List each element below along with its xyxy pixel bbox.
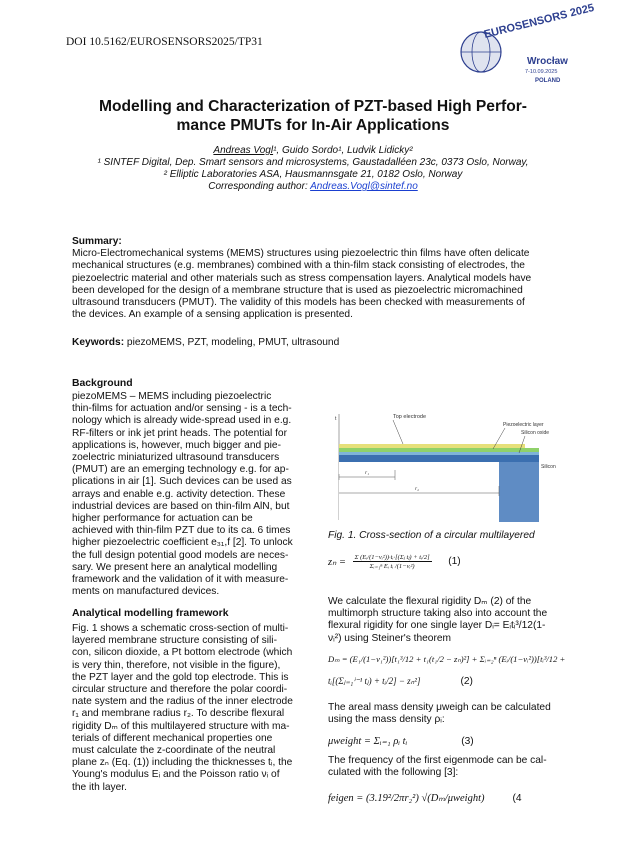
framework-body <box>72 623 322 794</box>
body-line: sary. We present here an analytical modelling <box>72 561 278 573</box>
title-line-1: Modelling and Characterization of PZT-based High Perfor- <box>99 98 527 115</box>
equation-3-number: (3) <box>461 736 474 747</box>
body-line: plane zₙ (Eq. (1)) including the thicknesses tᵢ, the <box>72 757 293 769</box>
summary-line: been developed for the design of a membrane structure that is used as piezoelectric micromachined <box>72 284 523 296</box>
silicon-oxide-layer <box>339 452 539 455</box>
axis-t-label: t <box>335 416 337 422</box>
equation-3: μweight = Σᵢ₌₁ ρᵢ tᵢ (3) <box>328 736 474 747</box>
pzt-layer <box>339 448 539 452</box>
summary-line: Micro-Electromechanical systems (MEMS) structures using piezoelectric thin films have often delicate <box>72 248 530 259</box>
equation-4: feigen = (3.19²/2πr₂²) √(Dₘ/μweight) (4 <box>328 793 522 804</box>
affiliation-2: ² Elliptic Laboratories ASA, Hausmannsgate 21, 0182 Oslo, Norway <box>163 169 463 180</box>
eigenfrequency-paragraph <box>328 755 568 779</box>
equation-2-line-2: tᵢ[(Σⱼ₌₁ⁱ⁻¹ tⱼ) + tᵢ/2] − zₙ²] (2) <box>328 676 473 687</box>
equation-1: zₙ = $\frac{\text{Σ (Eᵢ/(1−νᵢ²))·tᵢ·[(Σⱼ tⱼ) + tᵢ/2]}}{\text{Σᵢ₌₁ⁿ Eᵢ tᵢ /(1−νᵢ²)}}$ (1) <box>328 554 461 570</box>
summary-body <box>72 248 556 322</box>
body-line: r₁ and membrane radius r₂. To describe flexural <box>72 708 285 720</box>
body-line: arrays and enable e.g. activity detection. These <box>72 488 286 500</box>
label-silicon-oxide: Silicon oxide <box>521 430 550 436</box>
paper-title <box>60 97 566 135</box>
body-line: framework and the validation of it with measure- <box>72 574 289 586</box>
summary-heading: Summary: <box>72 236 122 247</box>
body-line: The frequency of the first eigenmode can be cal- <box>328 755 547 766</box>
label-piezo-layer: Piezoelectric layer <box>503 422 544 428</box>
author-rest: ¹, Guido Sordo¹, Ludvik Lidicky² <box>273 145 413 156</box>
body-line: con, silicon dioxide, a Pt bottom electrode (which <box>72 647 293 659</box>
mass-density-paragraph <box>328 702 568 726</box>
svg-text:POLAND: POLAND <box>535 78 561 84</box>
body-line: circular structure and therefore the polar coordi- <box>72 684 288 696</box>
body-line: The areal mass density μweigh can be calculated <box>328 702 551 713</box>
gold-top-electrode-layer <box>339 444 525 448</box>
label-r2: r₂ <box>415 486 420 492</box>
summary-line: ultrasound transducers (PMUT). The validity of this models has been checked with measurements of <box>72 297 525 309</box>
equation-2-number: (2) <box>460 676 473 687</box>
body-line: flexural rigidity for one single layer Dᵢ= Eᵢtᵢ³/12(1- <box>328 620 546 632</box>
summary-line: the devices. An example of a sensing application is presented. <box>72 309 353 321</box>
body-line: RF-filters or ink jet print heads. The potential for <box>72 427 287 439</box>
body-line: the full design potential good models are neces- <box>72 549 289 561</box>
keywords-label: Keywords: <box>72 337 125 348</box>
body-line: terials of different mechanical properties one <box>72 732 273 744</box>
body-line: thin-films for actuation and/or sensing - is a tech- <box>72 403 292 415</box>
body-line: achieved with thin-film PZT due to its ca. 6 times <box>72 525 291 537</box>
body-line: is very thin, therefore, not visible in the figure), <box>72 659 281 671</box>
body-line: Fig. 1 shows a schematic cross-section of multi- <box>72 623 289 634</box>
body-line: νᵢ²) using Steiner's theorem <box>328 632 452 644</box>
background-heading: Background <box>72 378 133 389</box>
svg-text:Wrocław: Wrocław <box>527 56 568 67</box>
body-line: industrial devices are based on thin-film AlN, but <box>72 500 290 512</box>
eurosensors-logo <box>455 1 596 92</box>
framework-heading: Analytical modelling framework <box>72 608 229 619</box>
summary-line: piezoelectric material and other materials such as stress compensation layers. Analytical models have <box>72 272 532 284</box>
label-r1: r₁ <box>365 470 370 476</box>
cavity <box>339 462 499 522</box>
equation-1-numerator: Σ (Eᵢ/(1−νᵢ²))·tᵢ·[(Σⱼ tⱼ) + tᵢ/2] <box>354 554 430 561</box>
keywords-text: piezoMEMS, PZT, modeling, PMUT, ultrasound <box>124 337 340 348</box>
figure-1-cross-section <box>333 408 557 526</box>
background-body <box>72 391 322 598</box>
body-line: zoelectric miniaturized ultrasound transducers <box>72 452 280 464</box>
body-line: Young's modulus Eᵢ and the Poisson ratio νᵢ of <box>72 769 280 781</box>
body-line: using the mass density ρᵢ: <box>328 714 445 726</box>
title-line-2: mance PMUTs for In-Air Applications <box>176 117 450 134</box>
body-line: layered membrane structure consisting of sili- <box>72 635 277 647</box>
label-top-electrode: Top electrode <box>393 414 427 420</box>
keywords <box>72 337 339 348</box>
body-line: plications in air [1]. Such devices can be used as <box>72 476 292 488</box>
body-line: nology which is already wide-spread used in e.g. <box>72 415 292 427</box>
author-block <box>40 145 586 193</box>
equation-4-number: (4 <box>512 793 522 804</box>
body-line: applications is, however, much bigger and pie- <box>72 439 281 451</box>
figure-1-caption: Fig. 1. Cross-section of a circular multilayered <box>328 530 535 541</box>
label-silicon: Silicon <box>541 464 556 470</box>
body-line: piezoMEMS – MEMS including piezoelectric <box>72 391 272 402</box>
body-line: must calculate the z-coordinate of the neutral <box>72 745 276 757</box>
body-line: the ith layer. <box>72 781 127 793</box>
body-line: higher piezoelectric coefficient e₃₁,f [2]. To unlock <box>72 537 293 549</box>
author-line <box>40 145 586 157</box>
body-line: multimorph structure taking also into account the <box>328 608 548 620</box>
equation-2-line-1: Dₘ = (E₁/(1−ν₁²))[t₁³/12 + t₁(t₁/2 − zₙ)²] + Σᵢ₌₂ⁿ (Eᵢ/(1−νᵢ²))[tᵢ³/12 + <box>328 654 566 664</box>
corresponding-email-link[interactable]: Andreas.Vogl@sintef.no <box>310 181 418 192</box>
body-line: the PZT layer and the gold top electrode. This is <box>72 671 289 683</box>
svg-text:7-10.09.2025: 7-10.09.2025 <box>525 69 558 75</box>
body-line: nate system and the radius of the inner electrode <box>72 696 293 708</box>
doi-header: DOI 10.5162/EUROSENSORS2025/TP31 <box>66 36 263 48</box>
body-line: We calculate the flexural rigidity Dₘ (2) of the <box>328 596 532 607</box>
body-line: (PMUT) are an emerging technology e.g. for ap- <box>72 464 289 476</box>
equation-1-denominator: Σᵢ₌₁ⁿ Eᵢ tᵢ /(1−νᵢ²) <box>369 563 415 570</box>
author-presenting: Andreas Vogl <box>213 145 274 156</box>
silicon-membrane-layer <box>339 455 499 462</box>
affiliation-1: ¹ SINTEF Digital, Dep. Smart sensors and microsystems, Gaustadalléen 23c, 0373 Oslo, Norway, <box>97 157 529 168</box>
body-line: culated with the following [3]: <box>328 767 459 779</box>
body-line: rigidity Dₘ of this multilayered structure with ma- <box>72 720 290 732</box>
body-line: higher performance for actuation can be <box>72 513 253 525</box>
rigidity-paragraph <box>328 596 568 645</box>
svg-text:EUROSENSORS 2025: EUROSENSORS 2025 <box>482 1 596 41</box>
corresponding-author: Corresponding author: Andreas.Vogl@sintef.no <box>208 181 418 192</box>
equation-1-number: (1) <box>448 556 461 567</box>
body-line: ments on manufactured devices. <box>72 586 220 598</box>
summary-line: mechanical structures (e.g. membranes) combined with a thin-film stack consisting of electrodes, the <box>72 260 525 272</box>
